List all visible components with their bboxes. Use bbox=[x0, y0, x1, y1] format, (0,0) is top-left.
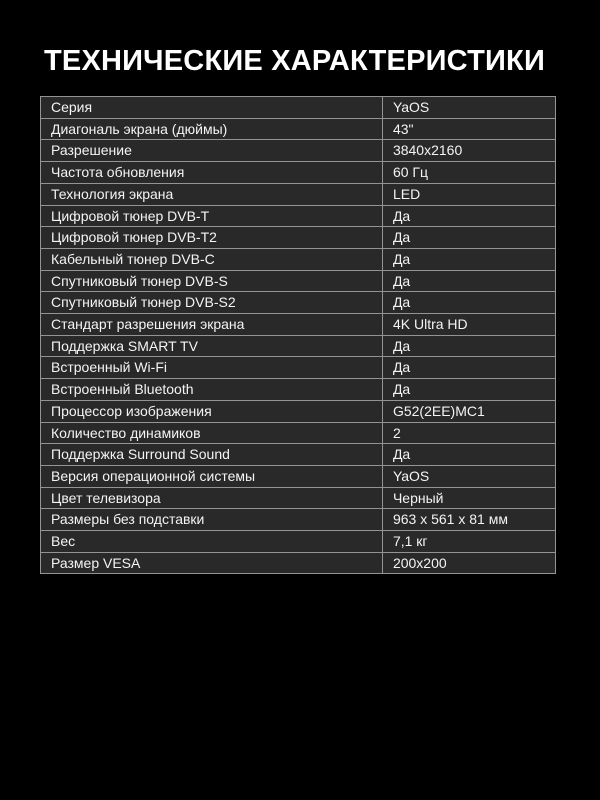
table-row bbox=[41, 357, 556, 379]
spec-label: Размер VESA bbox=[41, 552, 383, 574]
table-row bbox=[41, 314, 556, 336]
spec-label: Кабельный тюнер DVB-C bbox=[41, 248, 383, 270]
table-row bbox=[41, 552, 556, 574]
table-row bbox=[41, 379, 556, 401]
spec-value: 4K Ultra HD bbox=[382, 314, 555, 336]
table-row bbox=[41, 531, 556, 553]
page-title: ТЕХНИЧЕСКИЕ ХАРАКТЕРИСТИКИ bbox=[44, 45, 546, 77]
spec-label: Поддержка SMART TV bbox=[41, 335, 383, 357]
table-row bbox=[41, 162, 556, 184]
table-row bbox=[41, 205, 556, 227]
spec-label: Вес bbox=[41, 531, 383, 553]
spec-label: Встроенный Wi-Fi bbox=[41, 357, 383, 379]
spec-value: Да bbox=[382, 248, 555, 270]
spec-label: Разрешение bbox=[41, 140, 383, 162]
spec-value: LED bbox=[382, 183, 555, 205]
spec-value: YaOS bbox=[382, 97, 555, 119]
spec-label: Цифровой тюнер DVB-T2 bbox=[41, 227, 383, 249]
spec-label: Количество динамиков bbox=[41, 422, 383, 444]
spec-label: Технология экрана bbox=[41, 183, 383, 205]
table-row bbox=[41, 422, 556, 444]
spec-value: Да bbox=[382, 270, 555, 292]
spec-value: 2 bbox=[382, 422, 555, 444]
spec-value: 60 Гц bbox=[382, 162, 555, 184]
table-row bbox=[41, 509, 556, 531]
spec-label: Версия операционной системы bbox=[41, 465, 383, 487]
specs-table-body bbox=[41, 97, 556, 574]
spec-value: 43" bbox=[382, 118, 555, 140]
spec-label: Размеры без подставки bbox=[41, 509, 383, 531]
spec-value: Да bbox=[382, 357, 555, 379]
spec-value: 3840x2160 bbox=[382, 140, 555, 162]
table-row bbox=[41, 118, 556, 140]
spec-label: Спутниковый тюнер DVB-S bbox=[41, 270, 383, 292]
spec-value: 7,1 кг bbox=[382, 531, 555, 553]
specs-table bbox=[40, 96, 556, 574]
spec-label: Частота обновления bbox=[41, 162, 383, 184]
spec-value: Да bbox=[382, 379, 555, 401]
table-row bbox=[41, 465, 556, 487]
spec-value: 200x200 bbox=[382, 552, 555, 574]
spec-label: Диагональ экрана (дюймы) bbox=[41, 118, 383, 140]
table-row bbox=[41, 335, 556, 357]
spec-label: Процессор изображения bbox=[41, 400, 383, 422]
table-row bbox=[41, 227, 556, 249]
table-row bbox=[41, 400, 556, 422]
spec-label: Поддержка Surround Sound bbox=[41, 444, 383, 466]
spec-value: Да bbox=[382, 335, 555, 357]
spec-value: Да bbox=[382, 205, 555, 227]
spec-value: Да bbox=[382, 227, 555, 249]
table-row bbox=[41, 140, 556, 162]
spec-value: Да bbox=[382, 292, 555, 314]
table-row bbox=[41, 487, 556, 509]
table-row bbox=[41, 444, 556, 466]
spec-value: YaOS bbox=[382, 465, 555, 487]
spec-label: Цифровой тюнер DVB-T bbox=[41, 205, 383, 227]
spec-value: 963 x 561 x 81 мм bbox=[382, 509, 555, 531]
table-row bbox=[41, 292, 556, 314]
spec-label: Цвет телевизора bbox=[41, 487, 383, 509]
spec-label: Встроенный Bluetooth bbox=[41, 379, 383, 401]
table-row bbox=[41, 270, 556, 292]
spec-label: Серия bbox=[41, 97, 383, 119]
table-row bbox=[41, 183, 556, 205]
spec-value: G52(2EE)MC1 bbox=[382, 400, 555, 422]
spec-value: Да bbox=[382, 444, 555, 466]
spec-label: Спутниковый тюнер DVB-S2 bbox=[41, 292, 383, 314]
spec-value: Черный bbox=[382, 487, 555, 509]
table-row bbox=[41, 97, 556, 119]
table-row bbox=[41, 248, 556, 270]
spec-label: Стандарт разрешения экрана bbox=[41, 314, 383, 336]
